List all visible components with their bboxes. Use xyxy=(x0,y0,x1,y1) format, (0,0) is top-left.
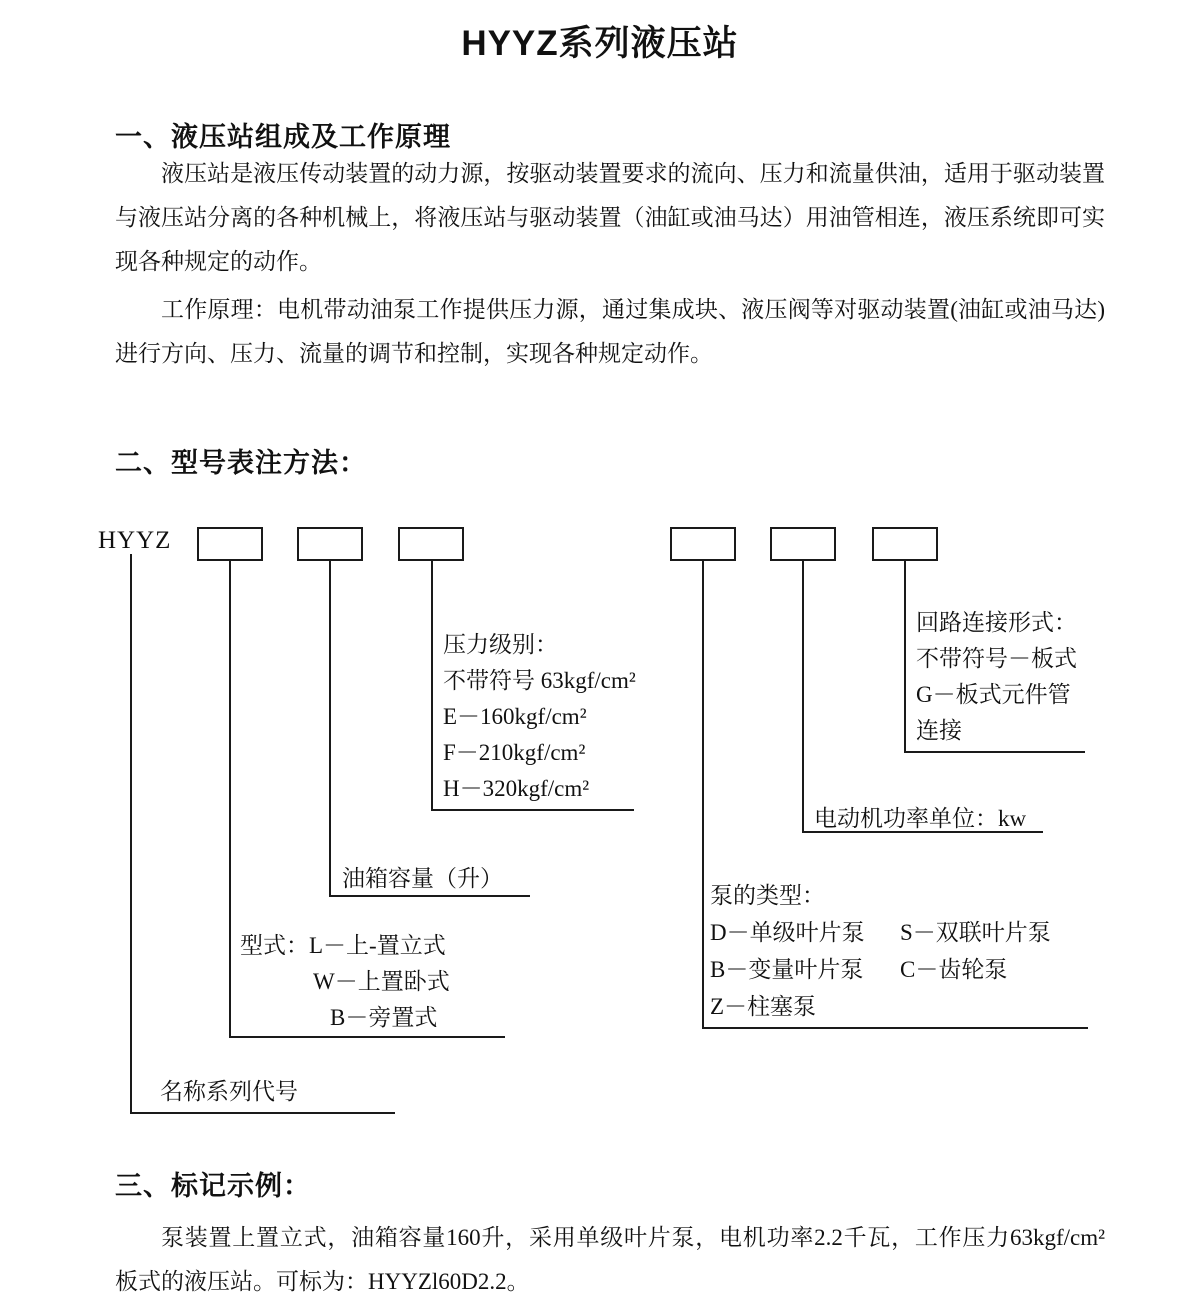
series-code-callout: 名称系列代号 xyxy=(160,1079,298,1104)
pump-callout-row xyxy=(710,914,1051,951)
model-box-5 xyxy=(770,527,836,561)
motor-power-callout: 电动机功率单位：kw xyxy=(814,806,1027,831)
pump-option: D－单级叶片泵 xyxy=(710,920,865,945)
section-1-paragraph-1: 液压站是液压传动装置的动力源，按驱动装置要求的流向、压力和流量供油，适用于驱动装置与液压站分离的各种机械上，将液压站与驱动装置（油缸或油马达）用油管相连，液压系统即可实现各种规定的动作。 xyxy=(115,161,1105,274)
circuit-callout-line: 不带符号－板式 xyxy=(916,646,1077,671)
tank-connector-vline xyxy=(329,561,331,897)
pump-callout-title: 泵的类型： xyxy=(710,883,825,908)
pressure-connector-hline xyxy=(431,809,634,811)
model-box-2 xyxy=(297,527,363,561)
section-2-heading: 二、型号表注方法： xyxy=(115,448,367,478)
model-box-4 xyxy=(670,527,736,561)
model-box-3 xyxy=(398,527,464,561)
pump-connector-hline xyxy=(702,1027,1088,1029)
pump-connector-vline xyxy=(702,561,704,1029)
section-3-heading: 三、标记示例： xyxy=(115,1171,311,1201)
circuit-connector-hline xyxy=(904,751,1085,753)
series-connector-hline xyxy=(130,1112,395,1114)
pressure-level-callout xyxy=(443,627,636,807)
section-3-paragraph: 泵装置上置立式，油箱容量160升，采用单级叶片泵，电机功率2.2千瓦，工作压力63kgf/cm² 板式的液压站。可标为：HYYZl60D2.2。 xyxy=(115,1225,1105,1294)
circuit-connection-callout xyxy=(916,605,1077,749)
pressure-callout-line: F－210kgf/cm² xyxy=(443,740,586,765)
mounting-type-callout xyxy=(240,928,450,1036)
type-connector-vline xyxy=(229,561,231,1038)
motor-connector-vline xyxy=(802,561,804,833)
pressure-callout-line: H－320kgf/cm² xyxy=(443,776,590,801)
pump-callout-row xyxy=(710,951,1051,988)
pump-type-callout xyxy=(710,877,1051,1025)
pump-callout-row xyxy=(710,988,1051,1025)
section-1-heading: 一、液压站组成及工作原理 xyxy=(115,122,451,152)
pressure-connector-vline xyxy=(431,561,433,811)
model-box-6 xyxy=(872,527,938,561)
pressure-callout-line: 不带符号 63kgf/cm² xyxy=(443,668,636,693)
pump-option: B－变量叶片泵 xyxy=(710,957,864,982)
pressure-callout-line: E－160kgf/cm² xyxy=(443,704,587,729)
type-callout-line: W－上置卧式 xyxy=(313,969,450,994)
pressure-callout-line: 压力级别： xyxy=(443,632,558,657)
section-1-paragraph-2: 工作原理：电机带动油泵工作提供压力源，通过集成块、液压阀等对驱动装置(油缸或油马达)进行方向、压力、流量的调节和控制，实现各种规定动作。 xyxy=(115,297,1105,366)
model-prefix-code: HYYZ xyxy=(98,527,172,554)
type-callout-line: 型式：L－上-置立式 xyxy=(240,933,446,958)
pump-option: C－齿轮泵 xyxy=(900,957,1008,982)
type-connector-hline xyxy=(229,1036,505,1038)
circuit-callout-line: G－板式元件管 xyxy=(916,682,1071,707)
pump-option: Z－柱塞泵 xyxy=(710,994,817,1019)
pump-option: S－双联叶片泵 xyxy=(900,920,1051,945)
type-callout-line: B－旁置式 xyxy=(330,1005,438,1030)
circuit-callout-line: 连接 xyxy=(916,718,962,743)
model-box-1 xyxy=(197,527,263,561)
series-connector-vline xyxy=(130,554,132,1114)
circuit-connector-vline xyxy=(904,561,906,753)
tank-capacity-callout: 油箱容量（升） xyxy=(342,866,503,891)
circuit-callout-line: 回路连接形式： xyxy=(916,610,1077,635)
page-title: HYYZ系列液压站 xyxy=(461,24,739,63)
